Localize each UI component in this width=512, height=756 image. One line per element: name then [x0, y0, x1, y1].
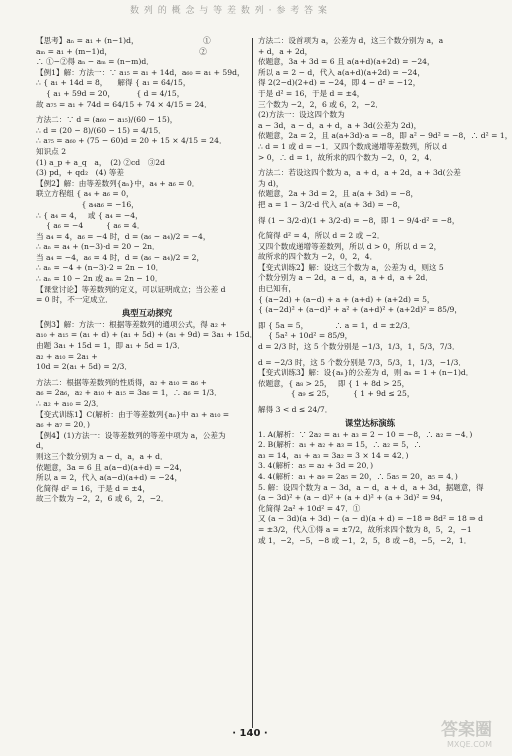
- text-line: ∴ a₂ + a₁₀ = 2/3．: [36, 399, 104, 408]
- cropped-header-strip: [0, 0, 500, 22]
- text-line: 所以 a = 2，代入 a(a−d)(a+d) = −24，: [36, 473, 183, 483]
- text-line: 方法二：根据等差数列的性质得，a₂ + a₁₀ = a₆ +: [36, 377, 207, 387]
- column-divider: [252, 38, 253, 728]
- header-text: 数 列 的 概 念 与 等 差 数 列 · 参 考 答 案: [130, 6, 328, 16]
- text-line: { a₉ ≤ 25， { 1 + 9d ≤ 25，: [258, 389, 415, 399]
- text-line: 化简得 2a² + 10d² = 47．①: [258, 503, 361, 513]
- text-line: 【例3】解：方法一：根据等差数列的通项公式，得 a₂ +: [36, 319, 227, 329]
- text-line: + d，a + 2d，: [258, 46, 313, 56]
- text-line: 【变式训练3】解：设{aₙ}的公差为 d，则 aₙ = 1 + (n−1)d．: [258, 368, 474, 378]
- text-line: 【课堂讨论】等差数列的定义，可以证明成立；当公差 d: [36, 284, 226, 294]
- text-line: > 0，∴ d = 1，故所求的四个数为 −2，0，2，4．: [258, 152, 437, 162]
- text-line: a₆ + a₇ = 20．): [36, 420, 90, 430]
- page-number: · 140 ·: [232, 728, 268, 739]
- right-column: [258, 36, 512, 546]
- text-line: 【变式训练2】解：设这三个数为 a，公差为 d，则这 5: [258, 262, 444, 272]
- text-line: 依题意，3a + 3d = 6 且 a(a+d)(a+2d) = −24，: [258, 57, 435, 67]
- text-line: 于是 d² = 16，于是 d = ±4，: [258, 88, 365, 98]
- text-line: (1) a_p + a_q a， (2) ②cd ③2d: [36, 157, 165, 167]
- text-line: (2)方法一：设这四个数为: [258, 110, 345, 120]
- text-line: 依题意，2a = 2，且 a(a+3d)·a = −8，即 a² − 9d² = −8，∴ d² = 1，: [258, 131, 512, 141]
- text-line: ∴ { a₄ = 4， 或 { a₄ = −4，: [36, 210, 143, 220]
- text-line: 【变式训练1】C(解析：由于等差数列{aₙ}中 a₃ + a₁₀ =: [36, 409, 230, 419]
- text-line: 化简得 d² = 16，于是 d = ±4，: [36, 483, 150, 493]
- text-line: ∴ aₙ = 10 − 2n 或 aₙ = 2n − 10．: [36, 274, 163, 284]
- text-line: ∴ aₙ = a₄ + (n−3)·d = 20 − 2n．: [36, 242, 160, 252]
- text-line: 解得 3 < d ≤ 24/7．: [258, 405, 333, 414]
- text-line: { a₁ + 59d = 20， { d = 4/15，: [36, 88, 185, 98]
- text-line: 【例4】(1)方法一：设等差数列的等差中项为 a，公差为: [36, 430, 226, 440]
- text-line: 故 a₇₅ = a₁ + 74d = 64/15 + 74 × 4/15 = 24．: [36, 99, 212, 109]
- text-line: { a₆ = −4 { a₆ = 4．: [36, 221, 145, 231]
- text-line: a₁₀ + a₁₅ = (a₁ + d) + (a₁ + 5d) + (a₁ + 9d) = 3a₁ + 15d．: [36, 330, 258, 340]
- text-line: a − 3d，a − d，a + d，a + 3d(公差为 2d)，: [258, 120, 422, 130]
- text-line: (3) pd，+ qd₂ (4) 等差: [36, 168, 124, 178]
- text-line: 故所求的四个数为 −2，0，2，4．: [258, 252, 378, 262]
- text-line: 由已知有，: [258, 284, 296, 294]
- text-line: 方法二：设首项为 a，公差为 d，这三个数分别为 a，a: [258, 36, 444, 45]
- text-line: 则这三个数分别为 a − d，a，a + d．: [36, 451, 168, 461]
- text-line: 得 (1 − 3/2·d)(1 + 3/2·d) = −8，即 1 − 9/4·d² = −8，: [258, 215, 460, 225]
- text-line: 又 (a − 3d)(a + 3d) − (a − d)(a + d) = −18 ⇒ 8d² = 18 ⇒ d: [258, 514, 483, 524]
- left-column: [36, 36, 258, 505]
- text-line: ∴ d = 1 或 d = −1．又四个数成递增等差数列，所以 d: [258, 141, 447, 151]
- text-line: 三个数为 −2，2，6 或 6，2，−2．: [258, 99, 383, 109]
- text-line: ∴ { a₁ + 14d = 8， 解得 { a₁ = 64/15，: [36, 78, 191, 88]
- text-line: ∴ aₙ = −4 + (n−3)·2 = 2n − 10．: [36, 263, 164, 273]
- text-line: a₆ = 2a₆，a₂ + a₁₀ + a₁₅ = 3a₆ = 1，∴ a₆ = 1/3．: [36, 388, 222, 398]
- text-line: 得 2(2−d)(2+d) = −24，即 4 − d² = −12，: [258, 78, 421, 88]
- text-line: 【例1】解：方法一：∵ a₁₅ = a₁ + 14d，a₆₀ = a₁ + 59d，: [36, 67, 245, 77]
- text-line: 10d = 2(a₁ + 5d) = 2/3．: [36, 362, 132, 372]
- text-line: 知识点 2: [36, 146, 67, 156]
- text-line: ∴ a₇₅ = a₆₀ + (75 − 60)d = 20 + 15 × 4/15 = 24．: [36, 136, 227, 146]
- text-line: { a₄a₆ = −16，: [36, 199, 139, 209]
- watermark-line-1: 答案圈: [441, 720, 492, 740]
- text-line: d，: [36, 441, 49, 451]
- text-line: 方法二：若设这四个数为 a，a + d，a + 2d，a + 3d(公差: [258, 168, 461, 178]
- text-line: { 5a² + 10d² = 85/9，: [258, 331, 353, 341]
- text-line: a₂ + a₁₀ = 2a₁ +: [36, 351, 98, 361]
- text-line: 5. 解：设四个数为 a − 3d，a − d，a + d，a + 3d，据题意，得: [258, 482, 484, 492]
- text-line: d = 2/3 时，这 5 个数分别是 −1/3，1/3，1，5/3，7/3．: [258, 342, 460, 352]
- text-line: 所以 a = 2 − d，代入 a(a+d)(a+2d) = −24，: [258, 67, 425, 77]
- text-line: 依题意，3a = 6 且 a(a−d)(a+d) = −24，: [36, 462, 187, 472]
- text-line: 或 1，−2，−5，−8 或 −1，2，5，8 或 −8，−5，−2，1．: [258, 535, 472, 545]
- text-line: = ±3/2，代入①得 a = ±7/2，故所求四个数为 8，5，2，−1: [258, 524, 472, 534]
- text-line: 化简得 d² = 4，所以 d = 2 或 −2．: [258, 231, 385, 241]
- section-heading: 课堂达标演练: [344, 417, 396, 428]
- text-line: { (a−2d) + (a−d) + a + (a+d) + (a+2d) = 5，: [258, 294, 435, 304]
- text-line: (a − 3d)² + (a − d)² + (a + d)² + (a + 3d)² = 94，: [258, 493, 448, 503]
- text-line: 为 d)，: [258, 178, 284, 188]
- section-heading: 典型互动探究: [121, 307, 173, 318]
- text-line: 把 a = 1 − 3/2·d 代入 a(a + 3d) = −8，: [258, 199, 406, 209]
- text-line: 即 { 5a = 5， ∴ a = 1，d = ±2/3．: [258, 320, 416, 330]
- text-line: = 0 时，不一定成立．: [36, 295, 113, 305]
- text-line: 由题 3a₁ + 15d = 1，即 a₁ + 5d = 1/3．: [36, 341, 185, 351]
- text-line: 依题意，2a + 3d = 2，且 a(a + 3d) = −8，: [258, 189, 419, 199]
- text-line: 当 a₄ = 4，a₆ = −4 时，d = (a₆ − a₄)/2 = −4，: [36, 231, 211, 241]
- text-line: 2. B(解析：a₁ + a₂ + a₃ = 15，∴ a₂ = 5，∴: [258, 440, 422, 450]
- text-line: d = −2/3 时，这 5 个数分别是 7/3，5/3，1，1/3，−1/3．: [258, 357, 466, 367]
- text-line: 联立方程组 { a₄ + a₆ = 0，: [36, 189, 134, 199]
- text-line: 又四个数成递增等差数列，所以 d > 0，所以 d = 2，: [258, 241, 442, 251]
- text-line: aₘ = a₁ + (m−1)d， ②: [36, 46, 207, 56]
- text-line: { (a−2d)² + (a−d)² + a² + (a+d)² + (a+2d)² = 85/9，: [258, 305, 462, 315]
- watermark-line-2: MXQE.COM: [446, 740, 492, 749]
- text-line: 【例2】解：由等差数列{aₙ}中，a₄ + a₆ = 0．: [36, 178, 200, 188]
- text-line: 当 a₄ = −4，a₆ = 4 时，d = (a₆ − a₄)/2 = 2，: [36, 252, 205, 262]
- text-line: 1. A(解析：∵ 2a₂ = a₁ + a₃ = 2 − 10 = −8，∴ a₂ = −4．): [258, 429, 473, 439]
- text-line: 3. 4(解析：a₅ = a₂ + 3d = 20．): [258, 461, 374, 471]
- text-line: 4. 4(解析：a₁ + a₉ = 2a₅ = 20，∴ 5a₅ = 20，a₅ = 4．): [258, 471, 458, 481]
- text-line: 故三个数为 −2，2，6 或 6，2，−2．: [36, 494, 169, 504]
- text-line: 方法二：∵ d = (a₆₀ − a₁₅)/(60 − 15)，: [36, 115, 178, 125]
- text-line: a₃ = 14，a₁ + a₃ = 3a₂ = 3 × 14 = 42．): [258, 450, 409, 460]
- text-line: 个数分别为 a − 2d，a − d，a，a + d，a + 2d．: [258, 273, 433, 283]
- text-line: ∴ d = (20 − 8)/(60 − 15) = 4/15．: [36, 125, 166, 135]
- text-line: 依题意，{ a₈ > 25， 即 { 1 + 8d > 25，: [258, 378, 410, 388]
- text-line: ∴ ①−②得 aₙ − aₘ = (n−m)d．: [36, 57, 154, 67]
- watermark-logo: [412, 720, 492, 754]
- text-line: 【思考】aₙ = a₁ + (n−1)d， ①: [36, 36, 211, 45]
